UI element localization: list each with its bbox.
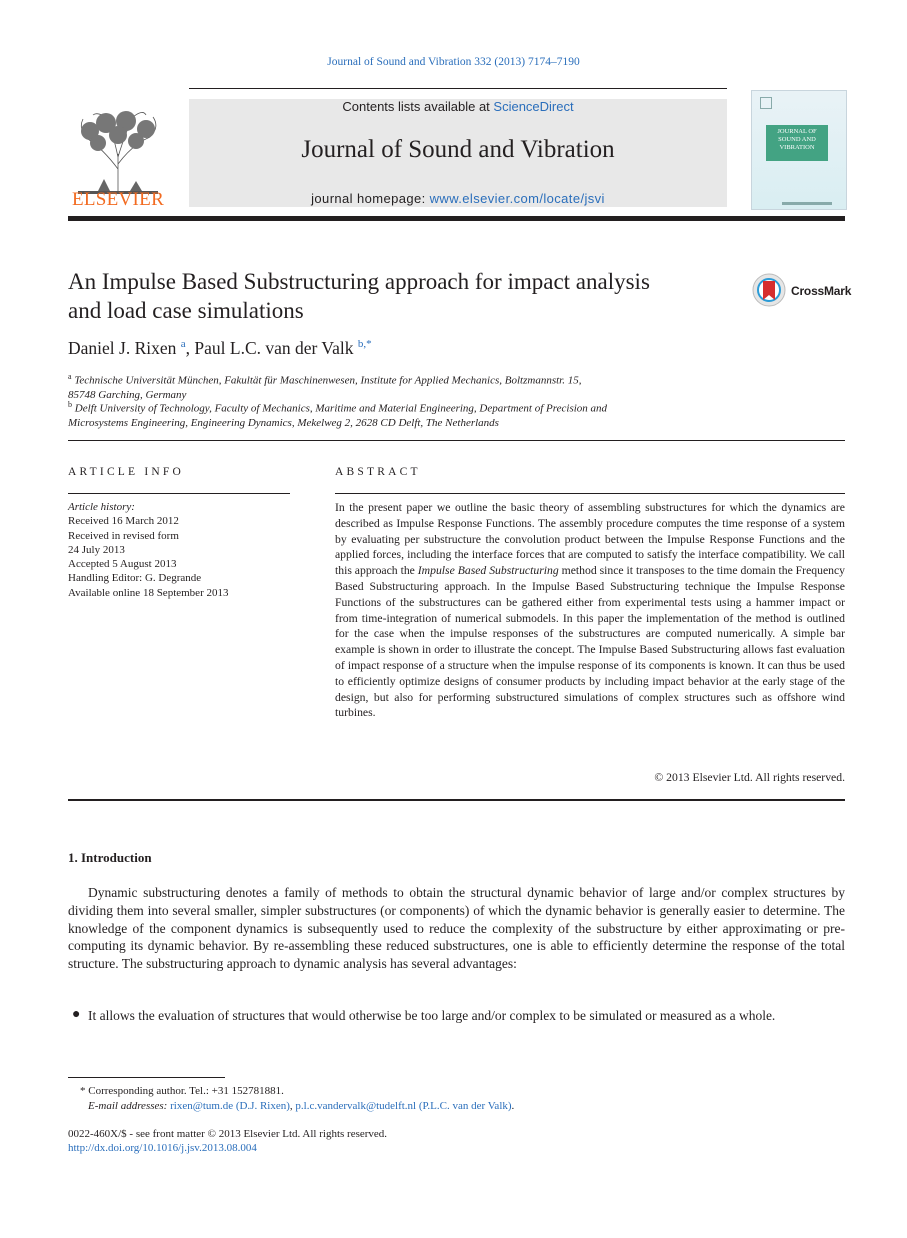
- bullet-icon: ●: [72, 1007, 81, 1022]
- email-label: E-mail addresses:: [88, 1100, 168, 1112]
- author-separator: ,: [185, 338, 195, 358]
- email-link-rixen[interactable]: rixen@tum.de (D.J. Rixen): [170, 1100, 290, 1112]
- email-separator: ,: [289, 1100, 296, 1112]
- email-addresses: [88, 1099, 514, 1113]
- affiliation-b-mark: b: [68, 400, 72, 409]
- cover-publisher-mark: [782, 202, 832, 205]
- header-rule: [68, 216, 845, 221]
- affiliation-a-mark: a: [68, 372, 72, 381]
- article-history: [68, 500, 290, 600]
- abstract-part-2: method since it transposes to the time domain the Frequency Based Substructuring approach. In the Impulse Based Substructuring technique the Impulse Response Functions of the substructures can be gathered either from experimental tests using a hammer impact or from time-integration of numerical submodels. In this paper the implementation of the method is outlined for the case when the impulse responses of the substructures are computed numerically. A simple bar example is shown in order to illustrate the concept. The Impulse Based Substructuring allows fast evaluation of impact response of a structure when the impulse response of its components is known. It can thus be used to efficiently optimize designs of consumer products by including impact behavior at the early stage of the design, but also for performing substructured simulations of complex structures such as offshore wind turbines.: [335, 564, 846, 720]
- affiliation-a-line-2: 85748 Garching, Germany: [68, 389, 187, 402]
- author-list: [68, 338, 372, 359]
- affiliation-b-line-1: Delft University of Technology, Faculty of Mechanics, Maritime and Material Engineering, Department of Precision and: [74, 402, 608, 415]
- contents-line: [189, 99, 727, 114]
- affiliation-b-line-2: Microsystems Engineering, Engineering Dynamics, Mekelweg 2, 2628 CD Delft, The Netherlands: [68, 417, 499, 430]
- section-title-introduction: 1. Introduction: [68, 850, 152, 865]
- history-label: Article history:: [68, 501, 135, 513]
- abstract-part-1: In the present paper we outline the basic theory of assembling substructures for which the dynamics are described as Impulse Response Functions. The assembly procedure computes the time response of a system by evaluating per substructure the convolution product between the Impulse Response Functions and the applied forces, including the interface forces that are computed to satisfy the interface compatibility. We call this approach the: [335, 501, 845, 578]
- email-link-van-der-valk[interactable]: p.l.c.vandervalk@tudelft.nl (P.L.C. van der Valk): [295, 1100, 512, 1112]
- history-handling-editor: Handling Editor: G. Degrande: [68, 572, 202, 585]
- abstract-rule: [335, 493, 845, 494]
- affiliation-rule: [68, 440, 845, 441]
- affiliation-a-line-1: Technische Universität München, Fakultät für Maschinenwesen, Institute for Applied Mechanics, Boltzmannstr. 15,: [74, 374, 582, 387]
- crossmark-icon[interactable]: [752, 273, 786, 307]
- history-received: Received 16 March 2012: [68, 515, 179, 528]
- cover-logo-icon: [760, 97, 772, 109]
- issn-line: 0022-460X/$ - see front matter © 2013 Elsevier Ltd. All rights reserved.: [68, 1128, 388, 1140]
- intro-paragraph: [68, 884, 845, 973]
- homepage-prefix: journal homepage:: [311, 191, 430, 206]
- homepage-link[interactable]: www.elsevier.com/locate/jsvi: [429, 191, 605, 206]
- history-revised-date: 24 July 2013: [68, 543, 125, 556]
- author-1: Daniel J. Rixen: [68, 338, 177, 358]
- publisher-wordmark: ELSEVIER: [71, 189, 165, 210]
- abstract-heading: ABSTRACT: [335, 466, 421, 478]
- journal-cover-thumbnail: [751, 90, 847, 210]
- journal-homepage-line: [189, 191, 727, 206]
- doi-link[interactable]: http://dx.doi.org/10.1016/j.jsv.2013.08.004: [68, 1142, 257, 1154]
- title-line-1: An Impulse Based Substructuring approach for impact analysis: [68, 269, 650, 294]
- sciencedirect-link[interactable]: ScienceDirect: [493, 99, 574, 114]
- article-title: [68, 267, 748, 325]
- crossmark-label[interactable]: CrossMark: [791, 284, 852, 298]
- footnote-rule: [68, 1077, 225, 1078]
- banner-top-rule: [189, 88, 727, 89]
- author-1-affiliation-mark[interactable]: a: [180, 338, 186, 351]
- abstract-method-name: Impulse Based Substructuring: [417, 564, 559, 578]
- advantage-list-item: It allows the evaluation of structures that would otherwise be too large and/or complex to be simulated or measured as a whole.: [88, 1008, 776, 1023]
- contents-prefix: Contents lists available at: [342, 99, 494, 114]
- author-2: Paul L.C. van der Valk: [194, 338, 354, 358]
- corresponding-author-note: * Corresponding author. Tel.: +31 152781881.: [80, 1085, 284, 1097]
- running-head[interactable]: Journal of Sound and Vibration 332 (2013) 7174–7190: [327, 56, 580, 68]
- history-accepted: Accepted 5 August 2013: [68, 558, 177, 571]
- abstract-text: [335, 500, 845, 721]
- cover-title: JOURNAL OF SOUND AND VIBRATION: [766, 125, 828, 161]
- title-line-2: and load case simulations: [68, 298, 304, 323]
- article-info-heading: ARTICLE INFO: [68, 466, 184, 478]
- article-info-rule: [68, 493, 290, 494]
- history-available-online: Available online 18 September 2013: [68, 586, 229, 599]
- affiliation-b: [68, 398, 768, 431]
- abstract-end-rule: [68, 799, 845, 801]
- author-2-affiliation-mark[interactable]: b,*: [357, 338, 372, 351]
- abstract-copyright: © 2013 Elsevier Ltd. All rights reserved.: [654, 771, 845, 784]
- journal-name: Journal of Sound and Vibration: [301, 136, 615, 163]
- intro-paragraph-text: Dynamic substructuring denotes a family of methods to obtain the structural dynamic behavior of large and/or complex structures by dividing them into several smaller, simpler substructures (or components) of which the dynamic behavior is generally easier to determine. The knowledge of the component dynamics is subsequently used to reduce the complexity of the substructure by either approximating or pre-computing its dynamic behavior. By re-assembling these reduced substructures, one is able to efficiently determine the response of the total structure. The substructuring approach to dynamic analysis has several advantages:: [68, 885, 845, 972]
- email-end-period: .: [511, 1100, 515, 1112]
- history-revised-label: Received in revised form: [68, 529, 179, 542]
